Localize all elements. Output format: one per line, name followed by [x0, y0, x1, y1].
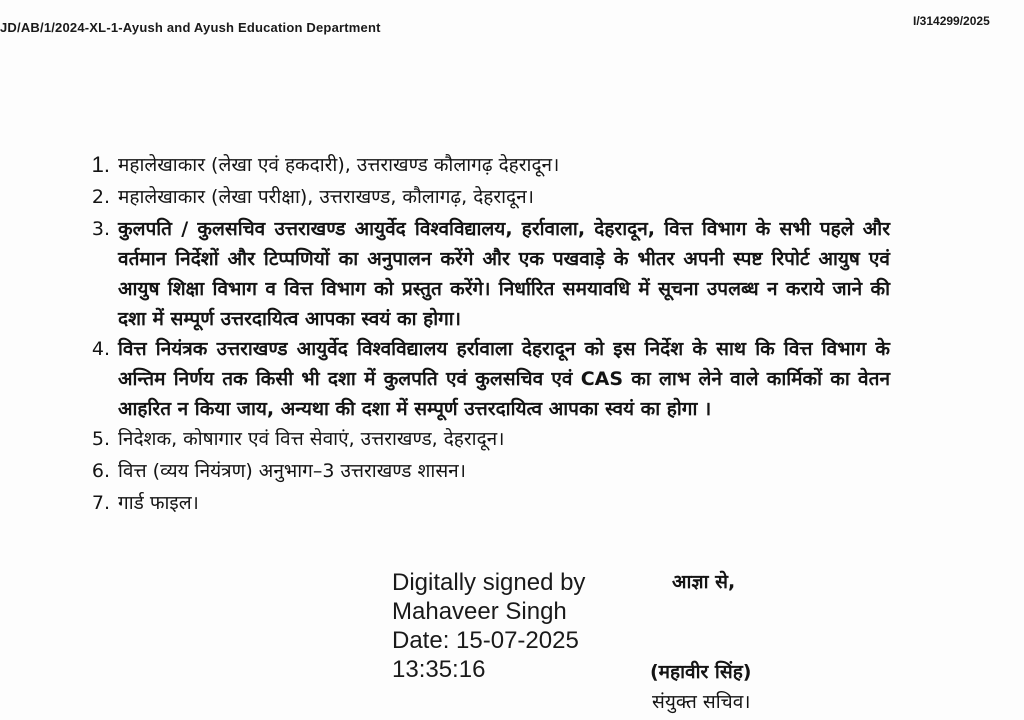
signer-name: Mahaveer Singh: [392, 598, 567, 625]
list-item: [80, 456, 890, 486]
list-item-number: 7.: [91, 492, 110, 514]
signature-line: Digitally signed by: [392, 569, 586, 596]
list-item-text: निदेशक, कोषागार एवं वित्त सेवाएं, उत्तराखण्ड, देहरादून।: [118, 428, 505, 450]
signature-date: Date: 15-07-2025: [392, 627, 579, 654]
file-reference-right: I/314299/2025: [913, 14, 990, 28]
distribution-list: [80, 150, 890, 518]
list-item: [80, 334, 890, 424]
list-item-text: गार्ड फाइल।: [118, 492, 199, 514]
official-designation: संयुक्त सचिव।: [652, 691, 751, 713]
signature-time: 13:35:16: [392, 656, 486, 683]
list-item: [80, 182, 890, 212]
list-item-number: 1.: [91, 152, 110, 177]
list-item: [80, 214, 890, 334]
list-item-number: 6.: [91, 460, 110, 482]
digital-signature-block: [392, 568, 585, 684]
list-item-text: कुलपति / कुलसचिव उत्तराखण्ड आयुर्वेद विश्वविद्यालय, हर्रावाला, देहरादून, वित्त विभाग के सभी पहले और वर्तमान निर्देशों और टिप्पणियों का अनुपालन करेंगे और एक पखवाड़े के भीतर अपनी स्पष्ट रिपोर्ट आयुष एवं आयुष शिक्षा विभाग व वित्त विभाग को प्रस्तुत करेंगे। निर्धारित समयावधि में सूचना उपलब्ध न कराये जाने की दशा में सम्पूर्ण उत्तरदायित्व आपका स्वयं का होगा।: [118, 218, 890, 330]
list-item-number: 4.: [91, 338, 110, 360]
by-order-text: आज्ञा से,: [672, 571, 736, 593]
list-item-number: 2.: [91, 186, 110, 208]
list-item-number: 3.: [91, 218, 110, 240]
official-name: (महावीर सिंह): [650, 661, 752, 683]
list-item-text: वित्त नियंत्रक उत्तराखण्ड आयुर्वेद विश्वविद्यालय हर्रावाला देहरादून को इस निर्देश के साथ कि वित्त विभाग के अन्तिम निर्णय तक किसी भी दशा में कुलपति एवं कुलसचिव एवं CAS का लाभ लेने वाले कार्मिकों का वेतन आहरित न किया जाय, अन्यथा की दशा में सम्पूर्ण उत्तरदायित्व आपका स्वयं का होगा ।: [118, 338, 890, 420]
list-item-text: महालेखाकार (लेखा एवं हकदारी), उत्तराखण्ड कौलागढ़ देहरादून।: [118, 154, 560, 176]
list-item: [80, 424, 890, 454]
file-reference-left: JD/AB/1/2024-XL-1-Ayush and Ayush Education Department: [0, 20, 381, 35]
list-item-number: 5.: [91, 428, 110, 450]
list-item-text: महालेखाकार (लेखा परीक्षा), उत्तराखण्ड, कौलागढ़, देहरादून।: [118, 186, 534, 208]
list-item: [80, 150, 890, 180]
list-item-text: वित्त (व्यय नियंत्रण) अनुभाग–3 उत्तराखण्ड शासन।: [118, 460, 466, 482]
list-item: [80, 488, 890, 518]
